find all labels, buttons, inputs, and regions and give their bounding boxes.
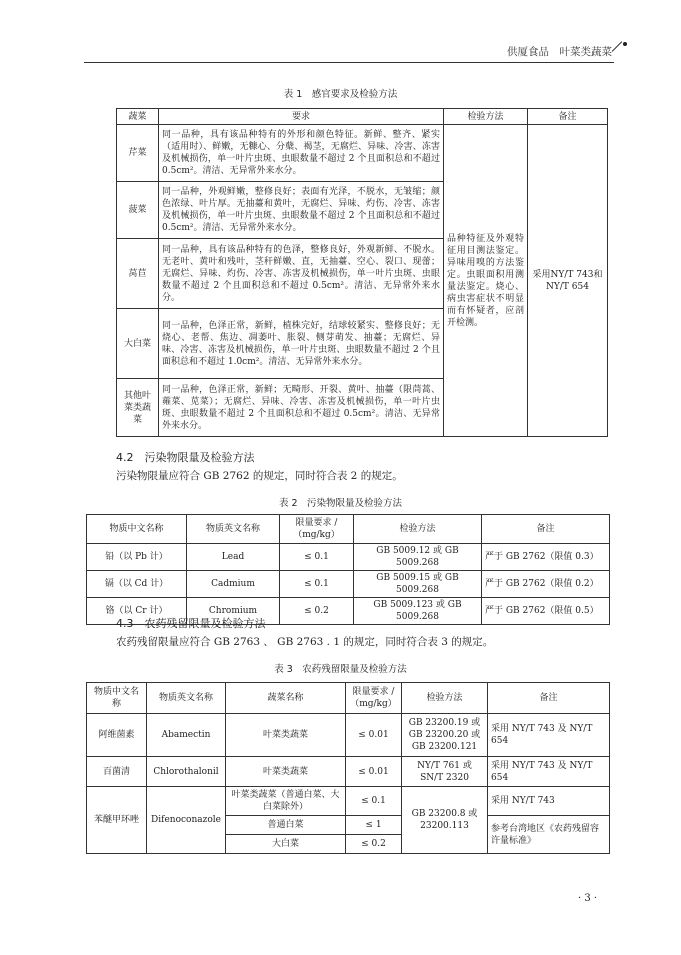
table2-header-en: 物质英文名称: [187, 515, 280, 544]
table3-veg: 叶菜类蔬菜: [226, 757, 346, 787]
table2-en: Chromium: [187, 598, 280, 625]
table3-cn-difeno: 苯醚甲环唑: [87, 787, 147, 854]
table1-req-spinach: 同一品种，外观鲜嫩，整修良好；表面有光泽，不脱水，无皱缩；颜色浓绿、叶片厚。无抽薹和黄叶，无腐烂、异味、灼伤、冷害、冻害及机械损伤，单一叶片虫斑、虫眼数量不超过 2 个且面积总和不超过 0.5cm²。清洁、无异常外来水分。: [159, 182, 444, 239]
table3-caption: 表 3 农药残留限量及检验方法: [274, 664, 407, 675]
table3-veg-difeno-3: 大白菜: [226, 835, 346, 854]
header-slant-line: [612, 41, 623, 52]
table1-note: 采用NY/T 743和 NY/T 654: [528, 125, 608, 437]
table1-veg-spinach: 菠菜: [117, 182, 159, 239]
table1-req-lettuce: 同一品种，具有该品种特有的色泽，整修良好，外观新鲜、不脱水。无老叶、黄叶和残叶，茎秆鲜嫩、直，无抽薹、空心、裂口、现蕾；无腐烂、异味、灼伤、冷害、冻害及机械损伤，单一叶片虫斑、虫眼数量不超过 2 个且面积总和不超过 0.5cm²。清洁、无异常外来水分。: [159, 239, 444, 309]
table3-limit: ≤ 0.01: [346, 757, 402, 787]
table2-cn: 铬（以 Cr 计）: [87, 598, 187, 625]
table3-limit-difeno-2: ≤ 1: [346, 816, 402, 835]
table3-en-difeno: Difenoconazole: [147, 787, 226, 854]
table2-note: 严于 GB 2762（限值 0.5）: [482, 598, 610, 625]
header-text: 供厦食品 叶菜类蔬菜: [507, 46, 612, 58]
table2-note: 严于 GB 2762（限值 0.3）: [482, 544, 610, 571]
table2-method: GB 5009.123 或 GB 5009.268: [354, 598, 482, 625]
table3-note: 采用 NY/T 743 及 NY/T 654: [488, 757, 610, 787]
table2-method: GB 5009.15 或 GB 5009.268: [354, 571, 482, 598]
table3-header-veg: 蔬菜名称: [226, 683, 346, 714]
table3-header-limit: 限量要求 /（mg/kg）: [346, 683, 402, 714]
table3-en: Chlorothalonil: [147, 757, 226, 787]
table2-limit: ≤ 0.1: [280, 544, 354, 571]
table1-header-method: 检验方法: [444, 109, 528, 125]
table3-method-difeno: GB 23200.8 或 23200.113: [402, 787, 488, 854]
table-row: [87, 714, 610, 757]
table1-header-note: 备注: [528, 109, 608, 125]
table2-header-cn: 物质中文名称: [87, 515, 187, 544]
table3-note-difeno-1: 采用 NY/T 743: [488, 787, 610, 816]
table2: [86, 514, 610, 625]
table1-caption: 表 1 感官要求及检验方法: [283, 89, 398, 100]
table2-limit: ≤ 0.1: [280, 571, 354, 598]
table3-limit: ≤ 0.01: [346, 714, 402, 757]
header-rule: [84, 62, 614, 63]
table2-cn: 铅（以 Pb 计）: [87, 544, 187, 571]
table3-veg-difeno-2: 普通白菜: [226, 816, 346, 835]
table3-veg: 叶菜类蔬菜: [226, 714, 346, 757]
table-row: [87, 571, 610, 598]
table1-method: 品种特征及外观特征用目测法鉴定。异味用嗅的方法鉴定。虫眼面积用测量法鉴定。烧心、病虫害症状不明显而有怀疑者，应剖开检测。: [444, 125, 528, 437]
table2-method: GB 5009.12 或 GB 5009.268: [354, 544, 482, 571]
table1-veg-cabbage: 大白菜: [117, 309, 159, 379]
table1-header-req: 要求: [159, 109, 444, 125]
table1-req-other: 同一品种，色泽正常，新鲜；无畸形、开裂、黄叶、抽薹（限茼蒿、蕹菜、苋菜）；无腐烂、异味、冷害、冻害及机械损伤，单一叶片虫斑、虫眼数量不超过 2 个且面积总和不超过 0.5cm²。清洁、无异常外来水分。: [159, 379, 444, 437]
table2-cn: 镉（以 Cd 计）: [87, 571, 187, 598]
table1-req-celery: 同一品种，具有该品种特有的外形和颜色特征。新鲜、整齐、紧实（适用时）、鲜嫩，无糠心、分蘖、褐茎，无腐烂、异味、冷害、冻害及机械损伤，单一叶片虫斑、虫眼数量不超过 2 个且面积总和不超过 0.5cm²。清洁、无异常外来水分。: [159, 125, 444, 182]
table3-veg-difeno-1: 叶菜类蔬菜（普通白菜、大白菜除外）: [226, 787, 346, 816]
table3-cn: 百菌清: [87, 757, 147, 787]
table3-limit-difeno-1: ≤ 0.1: [346, 787, 402, 816]
table2-note: 严于 GB 2762（限值 0.2）: [482, 571, 610, 598]
table1-req-cabbage: 同一品种，色泽正常，新鲜，植株完好，结球较紧实、整修良好；无烧心、老帮、焦边、凋萎叶、胀裂、侧芽萌发、抽薹；无腐烂、异味、冷害、冻害及机械损伤，单一叶片虫斑、虫眼数量不超过 2 个且面积总和不超过 1.0cm²。清洁、无异常外来水分。: [159, 309, 444, 379]
table1-header-veg: 蔬菜: [117, 109, 159, 125]
section-4-2-paragraph: 污染物限量应符合 GB 2762 的规定，同时符合表 2 的规定。: [116, 470, 403, 482]
table3: [86, 682, 610, 854]
table2-header-note: 备注: [482, 515, 610, 544]
table2-header-limit: 限量要求 /（mg/kg）: [280, 515, 354, 544]
header-dot: [623, 42, 627, 46]
table3-method: NY/T 761 或 SN/T 2320: [402, 757, 488, 787]
table3-header-cn: 物质中文名称: [87, 683, 147, 714]
section-4-3-paragraph: 农药残留限量应符合 GB 2763 、 GB 2763 . 1 的规定，同时符合表 3 的规定。: [116, 636, 494, 648]
table2-caption: 表 2 污染物限量及检验方法: [278, 498, 403, 509]
table3-header-en: 物质英文名称: [147, 683, 226, 714]
table-row: [87, 757, 610, 787]
table1: [116, 108, 608, 437]
table1-veg-celery: 芹菜: [117, 125, 159, 182]
table3-note-difeno-2: 参考台湾地区《农药残留容许量标准》: [488, 816, 610, 854]
table3-note: 采用 NY/T 743 及 NY/T 654: [488, 714, 610, 757]
table-row: [87, 787, 610, 816]
section-4-2-heading: 4.2 污染物限量及检验方法: [116, 451, 255, 464]
table1-veg-lettuce: 莴苣: [117, 239, 159, 309]
table2-en: Lead: [187, 544, 280, 571]
table3-en: Abamectin: [147, 714, 226, 757]
table3-limit-difeno-3: ≤ 0.2: [346, 835, 402, 854]
table2-limit: ≤ 0.2: [280, 598, 354, 625]
page-number: · 3 ·: [578, 893, 598, 904]
table3-cn: 阿维菌素: [87, 714, 147, 757]
table3-method: GB 23200.19 或 GB 23200.20 或 GB 23200.121: [402, 714, 488, 757]
table2-header-method: 检验方法: [354, 515, 482, 544]
table1-veg-other: 其他叶菜类蔬菜: [117, 379, 159, 437]
table3-header-method: 检验方法: [402, 683, 488, 714]
section-4-3-heading: 4.3 农药残留限量及检验方法: [116, 617, 266, 630]
page-header: [84, 42, 626, 62]
table2-en: Cadmium: [187, 571, 280, 598]
table3-header-note: 备注: [488, 683, 610, 714]
table-row: [87, 544, 610, 571]
